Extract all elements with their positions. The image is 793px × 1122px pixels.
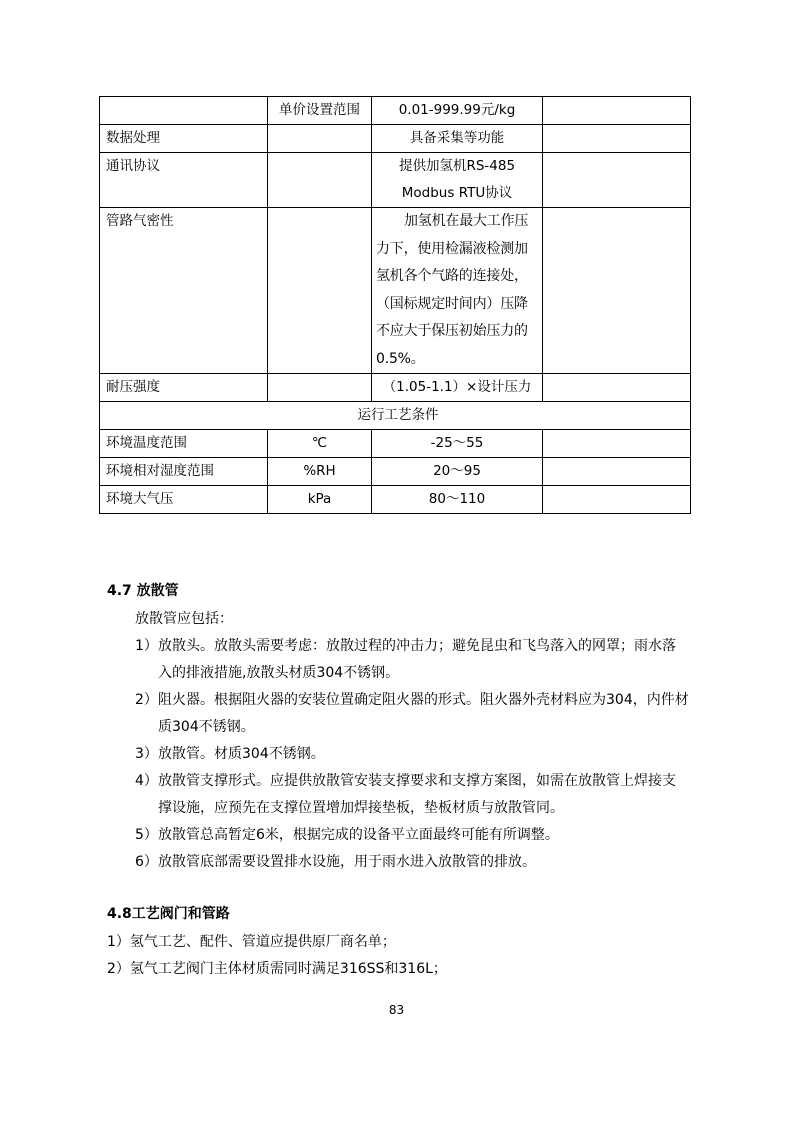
table-cell [543, 430, 691, 458]
table-row [100, 430, 691, 458]
table-cell: %RH [268, 458, 372, 486]
table-cell: 环境温度范围 [100, 430, 268, 458]
list-item-number: 4） [135, 773, 158, 789]
list-item-number: 2） [135, 692, 158, 708]
table-cell [543, 458, 691, 486]
table-row [100, 153, 691, 208]
table-cell: 具备采集等功能 [372, 125, 543, 153]
table-cell: -25～55 [372, 430, 543, 458]
spec-table [99, 96, 691, 514]
list-item-continuation: 质304不锈钢。 [158, 719, 255, 735]
table-row [100, 486, 691, 514]
table-cell: kPa [268, 486, 372, 514]
list-item: 放散头。放散头需要考虑：放散过程的冲击力；避免昆虫和飞鸟落入的网罩；雨水落 [158, 638, 676, 654]
table-cell [543, 153, 691, 208]
list-item-number: 1） [135, 638, 158, 654]
table-row [100, 97, 691, 125]
table-row [100, 208, 691, 374]
list-item: 阻火器。根据阻火器的安装位置确定阻火器的形式。阻火器外壳材料应为304，内件材 [158, 692, 689, 708]
table-cell [543, 208, 691, 374]
table-cell: 20～95 [372, 458, 543, 486]
table-cell [543, 374, 691, 402]
table-cell [100, 97, 268, 125]
table-cell [268, 208, 372, 374]
table-cell [543, 125, 691, 153]
table-row [100, 125, 691, 153]
table-cell: 环境大气压 [100, 486, 268, 514]
list-item: 2）氢气工艺阀门主体材质需同时满足316SS和316L； [107, 961, 447, 977]
table-cell [268, 153, 372, 208]
table-row [100, 374, 691, 402]
table-cell: （1.05-1.1）×设计压力 [372, 374, 543, 402]
table-cell [268, 374, 372, 402]
table-row [100, 402, 691, 430]
table-cell: 单价设置范围 [268, 97, 372, 125]
list-item-number: 6） [135, 854, 158, 870]
protocol-line-2: Modbus RTU协议 [401, 185, 513, 201]
table-row [100, 458, 691, 486]
table-cell: ℃ [268, 430, 372, 458]
table-cell [543, 486, 691, 514]
list-item: 放散管。材质304不锈钢。 [158, 746, 325, 762]
page-number: 83 [388, 1003, 405, 1017]
list-item-number: 3） [135, 746, 158, 762]
list-item-continuation: 撑设施，应预先在支撑位置增加焊接垫板，垫板材质与放散管同。 [158, 800, 564, 816]
list-item-number: 5） [135, 827, 158, 843]
table-cell: 数据处理 [100, 125, 268, 153]
table-cell: 80～110 [372, 486, 543, 514]
protocol-line-1: 提供加氢机RS-485 [398, 158, 516, 174]
list-item-continuation: 入的排液措施,放散头材质304不锈钢。 [158, 665, 400, 681]
list-item: 放散管支撑形式。应提供放散管安装支撑要求和支撑方案图，如需在放散管上焊接支 [158, 773, 676, 789]
table-cell: 加氢机在最大工作压力下，使用检漏液检测加氢机各个气路的连接处，（国标规定时间内）压降不应大于保压初始压力的0.5%。 [372, 208, 543, 374]
section-heading: 4.7 放散管 [107, 583, 179, 599]
table-cell [543, 97, 691, 125]
table-cell: 0.01-999.99元/kg [372, 97, 543, 125]
section-intro: 放散管应包括： [135, 611, 233, 627]
table-cell [372, 153, 543, 208]
table-cell [268, 125, 372, 153]
table-cell: 耐压强度 [100, 374, 268, 402]
list-item: 放散管底部需要设置排水设施，用于雨水进入放散管的排放。 [158, 854, 536, 870]
table-cell: 管路气密性 [100, 208, 268, 374]
list-item: 放散管总高暂定6米，根据完成的设备平立面最终可能有所调整。 [158, 827, 559, 843]
table-cell: 通讯协议 [100, 153, 268, 208]
table-cell: 环境相对湿度范围 [100, 458, 268, 486]
section-header-cell: 运行工艺条件 [100, 402, 691, 430]
list-item: 1）氢气工艺、配件、管道应提供原厂商名单； [107, 934, 396, 950]
section-heading: 4.8工艺阀门和管路 [107, 906, 230, 922]
